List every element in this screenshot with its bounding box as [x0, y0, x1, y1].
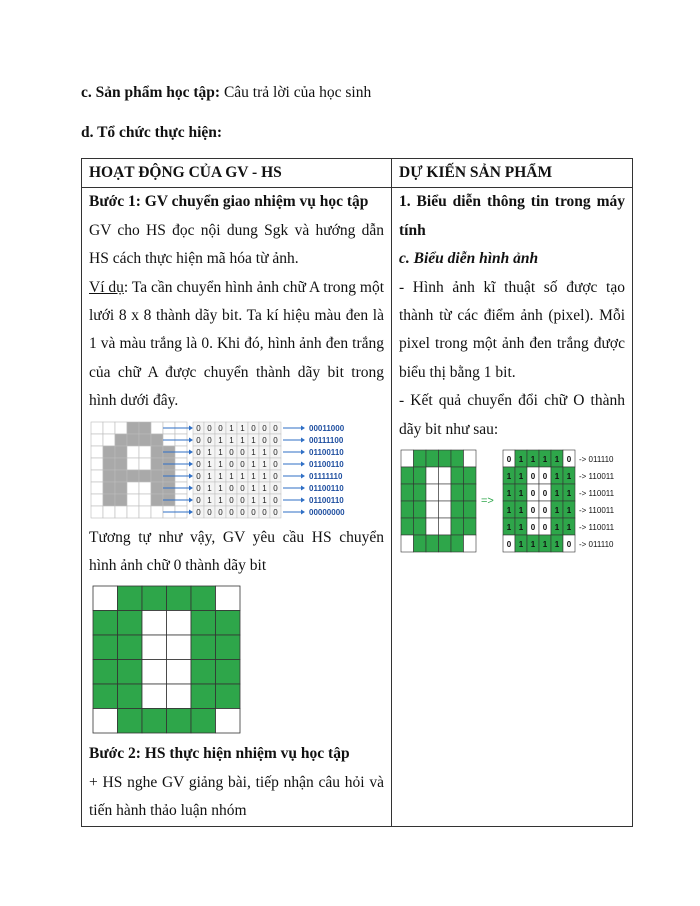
a-pixel — [127, 422, 139, 434]
o-pixel — [93, 709, 118, 734]
section-c-text: Câu trả lời của học sinh — [220, 84, 372, 101]
o-small-pixel — [451, 450, 464, 467]
o-bit-digit: 0 — [566, 540, 572, 550]
col2-header: DỰ KIẾN SẢN PHẨM — [392, 159, 633, 188]
step1-paragraph: GV cho HS đọc nội dung Sgk và hướng dẫn HS cách thực hiện mã hóa từ ảnh. — [89, 221, 384, 268]
a-pixel — [151, 482, 163, 494]
o-small-pixel — [414, 467, 427, 484]
o-pixel — [118, 635, 143, 660]
right-cell — [392, 188, 633, 826]
a-pixel — [151, 494, 163, 506]
a-bit-digit: 0 — [229, 459, 234, 469]
a-bit-label: 01111110 — [309, 471, 343, 481]
o-pixel — [142, 709, 167, 734]
o-pixel — [191, 684, 216, 709]
o-pixel — [191, 611, 216, 636]
o-bit-digit: 1 — [542, 540, 548, 550]
a-pixel — [115, 446, 127, 458]
a-arrow-head-left — [189, 437, 193, 442]
a-bit-digit: 0 — [229, 447, 234, 457]
a-bit-digit: 1 — [251, 471, 256, 481]
o-pixel — [118, 684, 143, 709]
a-bit-digit: 0 — [207, 423, 212, 433]
o-bit-digit: 1 — [554, 489, 560, 499]
o-pixel — [216, 709, 241, 734]
a-pixel — [139, 482, 151, 494]
o-bit-digit: 1 — [554, 523, 560, 533]
a-bit-digit: 1 — [251, 483, 256, 493]
a-arrow-head-left — [189, 461, 193, 466]
o-small-pixel — [414, 518, 427, 535]
a-pixel — [91, 458, 103, 470]
step2-text: + HS nghe GV giảng bài, tiếp nhận câu hỏi và tiến hành thảo luận nhóm — [89, 773, 384, 820]
a-arrow-head-right — [301, 497, 305, 502]
o-small-pixel — [464, 467, 477, 484]
o-bit-digit: 1 — [518, 455, 524, 465]
a-pixel — [151, 434, 163, 446]
a-pixel — [115, 506, 127, 518]
a-bit-digit: 1 — [240, 435, 245, 445]
o-pixel — [93, 611, 118, 636]
o-pixel — [216, 611, 241, 636]
a-pixel — [127, 506, 139, 518]
a-bit-digit: 1 — [262, 483, 267, 493]
o-pixel — [142, 635, 167, 660]
o-bit-label: -> 110011 — [579, 506, 615, 516]
o-small-pixel — [426, 450, 439, 467]
o-small-pixel — [439, 535, 452, 552]
a-pixel — [127, 470, 139, 482]
o-bit-digit: 1 — [554, 506, 560, 516]
o-small-pixel — [401, 467, 414, 484]
o-bit-digit: 0 — [530, 523, 536, 533]
a-pixel — [139, 446, 151, 458]
o-pixel — [216, 684, 241, 709]
o-pixel — [118, 660, 143, 685]
a-bit-digit: 0 — [273, 423, 278, 433]
o-pixel — [191, 709, 216, 734]
letter-o-bit-table — [503, 450, 575, 552]
letter-a-bit-labels — [309, 424, 345, 517]
o-small-pixel — [451, 518, 464, 535]
a-pixel — [139, 494, 151, 506]
example-paragraph — [89, 274, 384, 416]
a-arrow-head-right — [301, 449, 305, 454]
a-arrow-head-right — [301, 437, 305, 442]
a-bit-digit: 0 — [273, 507, 278, 517]
a-bit-digit: 0 — [196, 495, 201, 505]
a-bit-digit: 1 — [262, 447, 267, 457]
o-pixel — [142, 684, 167, 709]
o-small-pixel — [464, 450, 477, 467]
a-bit-digit: 0 — [273, 483, 278, 493]
a-bit-digit: 0 — [273, 471, 278, 481]
o-small-pixel — [414, 450, 427, 467]
result-paragraph: - Kết quả chuyển đổi chữ O thành dãy bit như sau: — [399, 392, 625, 438]
example-text: : Ta cần chuyển hình ảnh chữ A trong một lưới 8 x 8 thành dãy bit. Ta kí hiệu màu đen là 1 và màu trắng là 0. Khi đó, hình ảnh đen trắng của chữ A được chuyển thành dãy bit trong hình dưới đây. — [89, 278, 385, 410]
a-pixel — [115, 494, 127, 506]
a-bit-digit: 0 — [229, 483, 234, 493]
o-bit-label: -> 110011 — [579, 472, 615, 482]
o-pixel — [167, 586, 192, 611]
o-bit-digit: 1 — [518, 506, 524, 516]
o-pixel — [93, 635, 118, 660]
a-bit-label: 00111100 — [309, 435, 344, 445]
o-bit-digit: 1 — [518, 472, 524, 482]
o-small-pixel — [401, 484, 414, 501]
o-small-pixel — [401, 450, 414, 467]
a-bit-digit: 1 — [207, 495, 212, 505]
a-bit-digit: 0 — [273, 459, 278, 469]
section-d-line — [81, 124, 222, 142]
a-pixel — [115, 434, 127, 446]
a-arrow-head-left — [189, 449, 193, 454]
a-bit-digit: 1 — [218, 459, 223, 469]
a-bit-digit: 1 — [262, 471, 267, 481]
step1-paragraph-2: Tương tự như vậy, GV yêu cầu HS chuyển hình ảnh chữ 0 thành dãy bit — [89, 528, 384, 575]
o-small-pixel — [439, 501, 452, 518]
o-bit-digit: 0 — [506, 455, 512, 465]
o-pixel — [167, 611, 192, 636]
a-bit-label: 00011000 — [309, 423, 345, 433]
a-arrow-head-left — [189, 485, 193, 490]
heading-representation: 1. Biểu diễn thông tin trong máy tính — [399, 193, 625, 239]
o-bit-digit: 0 — [566, 455, 572, 465]
o-small-pixel — [414, 501, 427, 518]
o-small-pixel — [464, 501, 477, 518]
a-bit-digit: 1 — [218, 471, 223, 481]
o-small-pixel — [439, 450, 452, 467]
o-small-pixel — [439, 467, 452, 484]
a-bit-digit: 0 — [240, 495, 245, 505]
left-cell — [82, 188, 392, 826]
a-pixel — [115, 470, 127, 482]
a-bit-digit: 0 — [273, 435, 278, 445]
a-arrow-head-right — [301, 425, 305, 430]
activity-table — [81, 158, 633, 827]
a-bit-label: 01100110 — [309, 447, 344, 457]
a-pixel — [103, 422, 115, 434]
a-bit-digit: 0 — [251, 423, 256, 433]
a-bit-digit: 1 — [207, 447, 212, 457]
o-bit-digit: 1 — [506, 523, 512, 533]
o-pixel — [118, 709, 143, 734]
section-d-label: d. Tổ chức thực hiện: — [81, 124, 223, 141]
a-pixel — [91, 494, 103, 506]
o-small-pixel — [401, 518, 414, 535]
a-bit-digit: 1 — [240, 423, 245, 433]
o-small-pixel — [401, 535, 414, 552]
o-bit-digit: 1 — [518, 523, 524, 533]
a-pixel — [127, 482, 139, 494]
o-bit-digit: 0 — [542, 506, 548, 516]
a-bit-digit: 1 — [251, 495, 256, 505]
letter-a-bit-table — [193, 422, 281, 518]
a-bit-digit: 0 — [251, 507, 256, 517]
a-bit-digit: 0 — [273, 495, 278, 505]
a-bit-digit: 1 — [251, 435, 256, 445]
a-pixel — [115, 422, 127, 434]
a-pixel — [103, 482, 115, 494]
o-small-pixel — [426, 518, 439, 535]
o-small-pixel — [451, 467, 464, 484]
col1-header: HOẠT ĐỘNG CỦA GV - HS — [82, 159, 392, 188]
o-bit-digit: 1 — [530, 455, 536, 465]
o-small-pixel — [426, 484, 439, 501]
a-arrow-head-right — [301, 473, 305, 478]
heading-image: c. Biểu diễn hình ảnh — [399, 250, 539, 268]
o-small-pixel — [439, 518, 452, 535]
o-bit-digit: 0 — [506, 540, 512, 550]
o-pixel — [216, 660, 241, 685]
a-bit-digit: 1 — [251, 447, 256, 457]
o-small-pixel — [426, 501, 439, 518]
a-bit-digit: 0 — [196, 459, 201, 469]
o-pixel — [93, 660, 118, 685]
a-bit-digit: 0 — [196, 471, 201, 481]
a-bit-digit: 1 — [207, 483, 212, 493]
o-small-pixel — [439, 484, 452, 501]
a-arrow-head-left — [189, 473, 193, 478]
a-pixel — [91, 506, 103, 518]
o-bit-digit: 1 — [566, 489, 572, 499]
o-bit-digit: 1 — [506, 489, 512, 499]
letter-o-grid — [93, 586, 240, 733]
o-bit-digit: 1 — [554, 455, 560, 465]
a-bit-label: 01100110 — [309, 483, 344, 493]
o-pixel — [167, 684, 192, 709]
a-bit-digit: 1 — [207, 471, 212, 481]
o-pixel — [93, 586, 118, 611]
o-pixel — [142, 611, 167, 636]
o-bit-digit: 1 — [566, 472, 572, 482]
a-bit-digit: 0 — [207, 507, 212, 517]
letter-a-grid — [91, 422, 187, 518]
a-pixel — [139, 470, 151, 482]
a-pixel — [139, 434, 151, 446]
o-bit-digit: 1 — [518, 540, 524, 550]
a-bit-digit: 0 — [262, 435, 267, 445]
o-bit-digit: 1 — [518, 489, 524, 499]
a-pixel — [103, 494, 115, 506]
a-bit-digit: 0 — [229, 507, 234, 517]
letter-a-figure — [89, 420, 359, 520]
a-bit-digit: 0 — [196, 435, 201, 445]
a-bit-digit: 0 — [240, 507, 245, 517]
a-pixel — [151, 458, 163, 470]
o-bit-label: -> 110011 — [579, 489, 615, 499]
o-pixel — [93, 684, 118, 709]
o-bit-label: -> 011110 — [579, 455, 614, 465]
letter-o-bit-labels — [579, 455, 615, 549]
a-bit-digit: 1 — [262, 495, 267, 505]
a-bit-digit: 1 — [240, 471, 245, 481]
a-bit-digit: 1 — [207, 459, 212, 469]
a-pixel — [91, 470, 103, 482]
letter-o-small-grid — [401, 450, 476, 552]
o-bit-digit: 1 — [506, 506, 512, 516]
o-pixel — [191, 660, 216, 685]
a-arrow-head-right — [301, 461, 305, 466]
step1-title: Bước 1: GV chuyển giao nhiệm vụ học tập — [89, 193, 369, 211]
a-pixel — [103, 434, 115, 446]
a-pixel — [91, 446, 103, 458]
a-bit-digit: 0 — [218, 507, 223, 517]
a-pixel — [103, 470, 115, 482]
letter-o-conversion-figure — [399, 448, 635, 556]
a-bit-digit: 1 — [262, 459, 267, 469]
o-small-pixel — [451, 501, 464, 518]
a-arrow-head-right — [301, 509, 305, 514]
a-bit-digit: 1 — [229, 423, 234, 433]
a-pixel — [91, 482, 103, 494]
o-bit-digit: 0 — [530, 506, 536, 516]
o-bit-digit: 0 — [542, 523, 548, 533]
a-pixel — [139, 506, 151, 518]
a-pixel — [103, 458, 115, 470]
a-bit-label: 00000000 — [309, 507, 345, 517]
o-bit-label: -> 011110 — [579, 540, 614, 550]
a-bit-digit: 0 — [196, 483, 201, 493]
o-pixel — [167, 635, 192, 660]
o-bit-digit: 1 — [542, 455, 548, 465]
section-c-line — [81, 84, 371, 102]
o-small-pixel — [426, 467, 439, 484]
a-pixel — [127, 458, 139, 470]
a-arrow-head-left — [189, 509, 193, 514]
o-pixel — [142, 586, 167, 611]
section-c-label: c. Sản phẩm học tập: — [81, 84, 221, 101]
a-pixel — [103, 446, 115, 458]
a-bit-digit: 0 — [196, 423, 201, 433]
o-bit-digit: 0 — [530, 472, 536, 482]
o-bit-digit: 1 — [506, 472, 512, 482]
a-bit-digit: 1 — [218, 435, 223, 445]
o-pixel — [191, 586, 216, 611]
a-bit-digit: 0 — [262, 507, 267, 517]
conversion-arrow: => — [481, 495, 494, 508]
a-pixel — [91, 422, 103, 434]
a-bit-digit: 0 — [218, 423, 223, 433]
a-bit-digit: 0 — [196, 507, 201, 517]
a-arrow-head-left — [189, 425, 193, 430]
o-bit-digit: 1 — [554, 540, 560, 550]
o-pixel — [216, 586, 241, 611]
example-label: Ví dụ — [89, 278, 124, 296]
o-pixel — [118, 611, 143, 636]
a-pixel — [139, 458, 151, 470]
o-small-pixel — [414, 535, 427, 552]
o-small-pixel — [451, 535, 464, 552]
o-bit-digit: 1 — [566, 506, 572, 516]
o-bit-digit: 1 — [566, 523, 572, 533]
a-bit-digit: 0 — [262, 423, 267, 433]
a-bit-label: 01100110 — [309, 459, 344, 469]
o-pixel — [167, 660, 192, 685]
o-small-pixel — [426, 535, 439, 552]
a-bit-digit: 1 — [218, 483, 223, 493]
o-pixel — [142, 660, 167, 685]
o-bit-digit: 0 — [542, 472, 548, 482]
o-small-pixel — [414, 484, 427, 501]
step2-title: Bước 2: HS thực hiện nhiệm vụ học tập — [89, 745, 350, 763]
o-bit-digit: 1 — [554, 472, 560, 482]
a-bit-digit: 0 — [229, 495, 234, 505]
o-small-pixel — [451, 484, 464, 501]
a-pixel — [151, 470, 163, 482]
a-bit-digit: 1 — [229, 471, 234, 481]
o-small-pixel — [464, 518, 477, 535]
o-bit-digit: 0 — [530, 489, 536, 499]
o-small-pixel — [464, 535, 477, 552]
a-bit-digit: 1 — [251, 459, 256, 469]
o-small-pixel — [464, 484, 477, 501]
a-bit-digit: 0 — [207, 435, 212, 445]
letter-o-grid-figure — [89, 584, 249, 736]
a-pixel — [115, 458, 127, 470]
a-pixel — [151, 506, 163, 518]
a-bit-label: 01100110 — [309, 495, 344, 505]
o-pixel — [167, 709, 192, 734]
a-bit-digit: 0 — [240, 459, 245, 469]
a-arrow-head-left — [189, 497, 193, 502]
a-bit-digit: 0 — [273, 447, 278, 457]
a-bit-digit: 1 — [229, 435, 234, 445]
o-bit-digit: 0 — [542, 489, 548, 499]
a-arrow-head-right — [301, 485, 305, 490]
o-bit-digit: 1 — [530, 540, 536, 550]
a-bit-digit: 1 — [218, 447, 223, 457]
o-small-pixel — [401, 501, 414, 518]
o-pixel — [191, 635, 216, 660]
a-pixel — [127, 446, 139, 458]
a-pixel — [151, 446, 163, 458]
a-bit-digit: 0 — [196, 447, 201, 457]
a-pixel — [139, 422, 151, 434]
a-pixel — [151, 422, 163, 434]
a-bit-digit: 1 — [218, 495, 223, 505]
a-pixel — [103, 506, 115, 518]
o-pixel — [216, 635, 241, 660]
a-pixel — [127, 434, 139, 446]
pixel-paragraph: - Hình ảnh kĩ thuật số được tạo thành từ các điểm ảnh (pixel). Mỗi pixel trong một ảnh đen trắng được biểu thị bằng 1 bit. — [399, 278, 625, 381]
a-bit-digit: 0 — [240, 447, 245, 457]
a-pixel — [127, 494, 139, 506]
a-pixel — [91, 434, 103, 446]
a-bit-digit: 0 — [240, 483, 245, 493]
a-pixel — [115, 482, 127, 494]
o-pixel — [118, 586, 143, 611]
o-bit-label: -> 110011 — [579, 523, 615, 533]
